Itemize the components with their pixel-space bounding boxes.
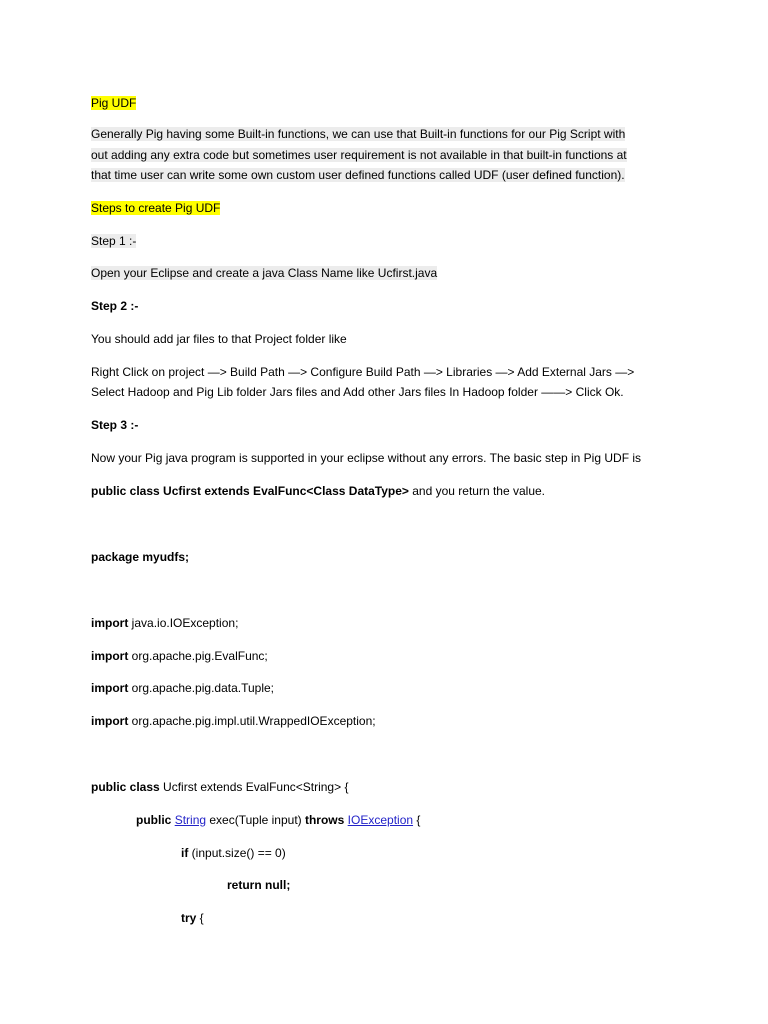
step1-text: Open your Eclipse and create a java Class Name like Ucfirst.java — [91, 266, 438, 280]
intro-line-2: out adding any extra code but sometimes user requirement is not available in that built-in functions at — [91, 148, 627, 162]
code-package: package myudfs; — [91, 550, 190, 564]
code-import-1: import java.io.IOException; — [91, 616, 239, 630]
step3-label: Step 3 :- — [91, 418, 139, 432]
string-type-link[interactable]: String — [174, 813, 207, 827]
code-import-2: import org.apache.pig.EvalFunc; — [91, 649, 268, 663]
code-class-declaration: public class Ucfirst extends EvalFunc<String> { — [91, 780, 349, 794]
code-try-block: try { — [181, 911, 204, 925]
code-method-signature: public String exec(Tuple input) throws IOException { — [136, 813, 421, 827]
code-return-null: return null; — [227, 878, 291, 892]
step2-text: You should add jar files to that Project folder like — [91, 332, 347, 346]
intro-line-3: that time user can write some own custom user defined functions called UDF (user defined function). — [91, 168, 625, 182]
intro-line-1: Generally Pig having some Built-in functions, we can use that Built-in functions for our Pig Script with — [91, 127, 626, 141]
steps-heading: Steps to create Pig UDF — [91, 201, 221, 215]
heading-pig-udf: Pig UDF — [91, 96, 137, 110]
step2-path-line-1: Right Click on project —> Build Path —> Configure Build Path —> Libraries —> Add External Jars —> — [91, 365, 635, 379]
step2-label: Step 2 :- — [91, 299, 139, 313]
code-if-statement: if (input.size() == 0) — [181, 846, 286, 860]
step2-path-line-2: Select Hadoop and Pig Lib folder Jars files and Add other Jars files In Hadoop folder ——> Click Ok. — [91, 385, 624, 399]
ioexception-type-link[interactable]: IOException — [347, 813, 414, 827]
step3-code-summary: public class Ucfirst extends EvalFunc<Class DataType> and you return the value. — [91, 484, 545, 498]
code-import-3: import org.apache.pig.data.Tuple; — [91, 681, 275, 695]
step1-label: Step 1 :- — [91, 234, 137, 248]
code-import-4: import org.apache.pig.impl.util.WrappedIOException; — [91, 714, 376, 728]
step3-text: Now your Pig java program is supported in your eclipse without any errors. The basic step in Pig UDF is — [91, 451, 642, 465]
